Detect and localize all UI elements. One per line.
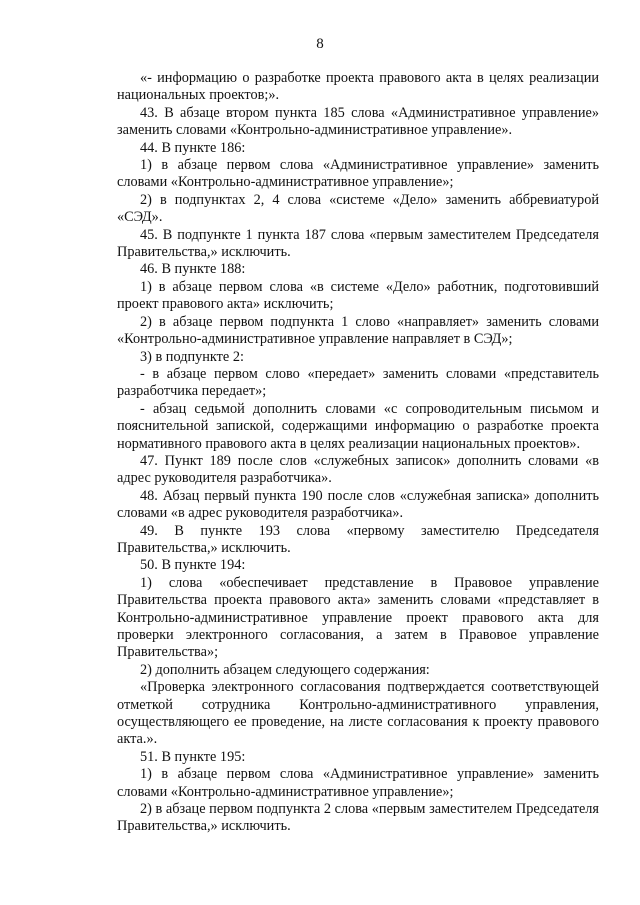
page-number: 8 xyxy=(316,36,324,52)
paragraph: «- информацию о разработке проекта правового акта в целях реализации национальных проектов;». xyxy=(117,70,599,104)
paragraph: 2) дополнить абзацем следующего содержания: xyxy=(140,661,430,678)
paragraph: 43. В абзаце втором пункта 185 слова «Административное управление» заменить словами «Контрольно-административное управление». xyxy=(117,104,599,139)
paragraph: 51. В пункте 195: xyxy=(140,748,246,765)
paragraph: 2) в абзаце первом подпункта 1 слово «направляет» заменить словами «Контрольно-административное управление направляет в СЭД»; xyxy=(117,313,599,348)
paragraph: 46. В пункте 188: xyxy=(140,261,246,278)
paragraph: - абзац седьмой дополнить словами «с сопроводительным письмом и пояснительной запиской, содержащими информацию о разработке проекта нормативного правового акта в целях реализации национальных проектов». xyxy=(117,400,599,452)
paragraph: «Проверка электронного согласования подтверждается соответствующей отметкой сотрудника Контрольно-административного управления, осуществляющего ее проведение, на листе согласования к проекту правового акта.». xyxy=(117,679,599,748)
paragraph: 45. В подпункте 1 пункта 187 слова «первым заместителем Председателя Правительства,» исключить. xyxy=(117,226,599,261)
paragraph: 50. В пункте 194: xyxy=(140,557,246,574)
paragraph: 1) в абзаце первом слова «Административное управление» заменить словами «Контрольно-административное управление»; xyxy=(117,766,599,800)
paragraph: 1) слова «обеспечивает представление в Правовое управление Правительства проекта правового акта» заменить словами «представляет в Контрольно-административное управление проект правового акта для проверки электронного согласования, а затем в Правовое управление Правительства»; xyxy=(117,574,599,661)
paragraph: 1) в абзаце первом слова «Административное управление» заменить словами «Контрольно-административное управление»; xyxy=(117,157,599,191)
paragraph: 48. Абзац первый пункта 190 после слов «служебная записка» дополнить словами «в адрес руководителя разработчика». xyxy=(117,487,599,522)
paragraph: - в абзаце первом слово «передает» заменить словами «представитель разработчика передает»; xyxy=(117,365,599,400)
document-body xyxy=(117,70,599,836)
paragraph: 44. В пункте 186: xyxy=(140,139,246,156)
paragraph: 49. В пункте 193 слова «первому заместителю Председателя Правительства,» исключить. xyxy=(117,522,599,556)
paragraph: 2) в абзаце первом подпункта 2 слова «первым заместителем Председателя Правительства,» исключить. xyxy=(117,801,599,835)
paragraph: 47. Пункт 189 после слов «служебных записок» дополнить словами «в адрес руководителя разработчика». xyxy=(117,452,599,487)
paragraph: 2) в подпунктах 2, 4 слова «системе «Дело» заменить аббревиатурой «СЭД». xyxy=(117,191,599,226)
paragraph: 3) в подпункте 2: xyxy=(140,348,244,365)
paragraph: 1) в абзаце первом слова «в системе «Дело» работник, подготовивший проект правового акта» исключить; xyxy=(117,278,599,313)
